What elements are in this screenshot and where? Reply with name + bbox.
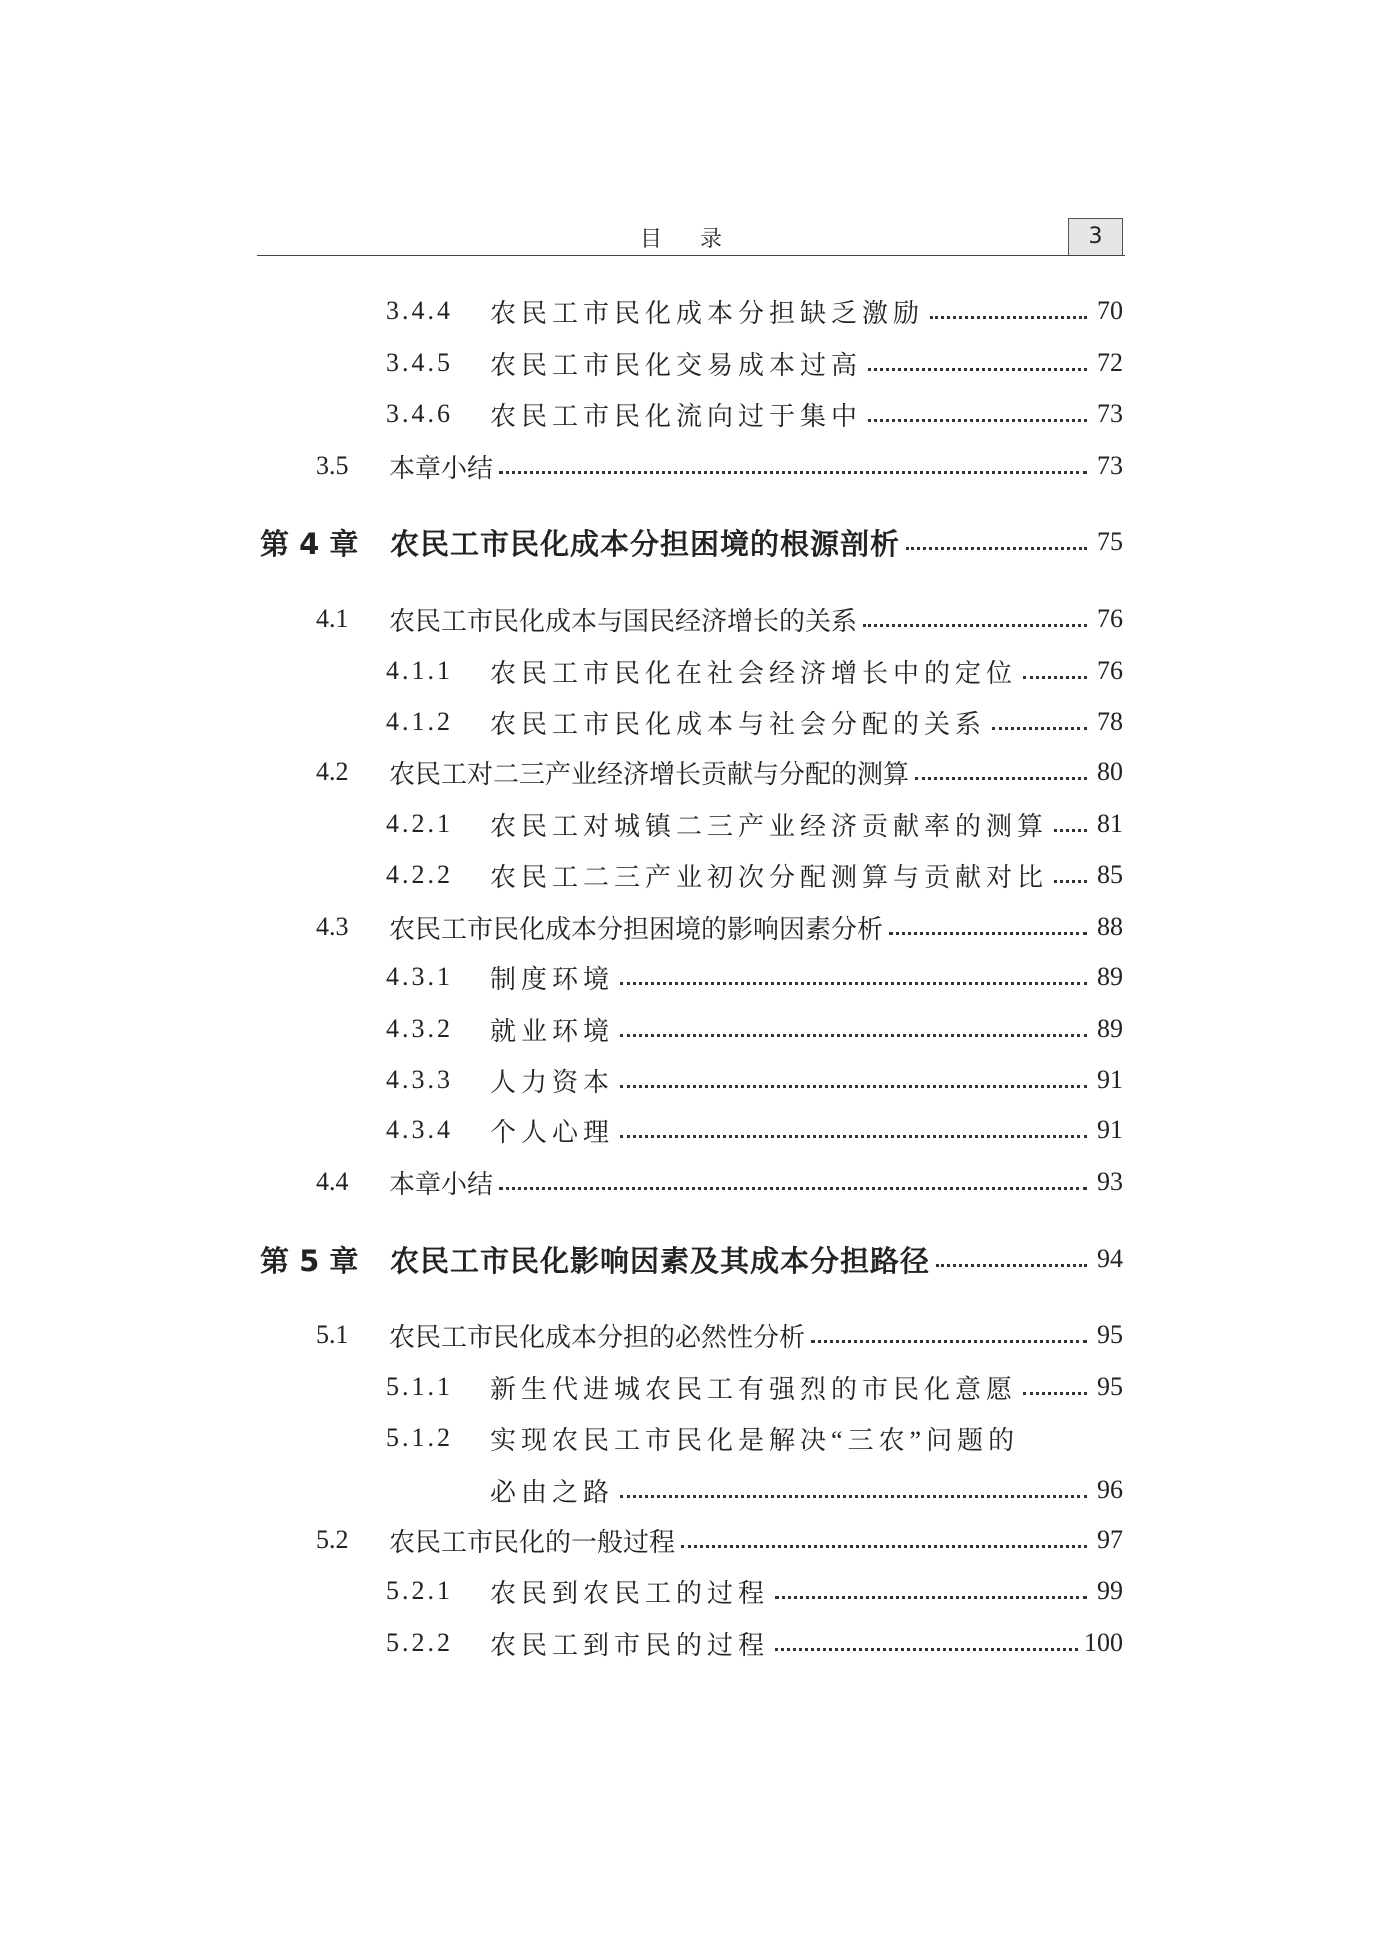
toc-entry[interactable]	[0, 804, 1385, 844]
toc-entry[interactable]	[0, 343, 1385, 383]
entry-number: 5.1.2	[386, 1423, 453, 1452]
toc-entry[interactable]	[0, 702, 1385, 742]
dot-leader	[930, 316, 1087, 319]
entry-page-number: 80	[1097, 757, 1123, 786]
toc-chapter-entry[interactable]	[0, 522, 1385, 562]
entry-number: 4.3	[316, 912, 349, 941]
dot-leader	[620, 1135, 1087, 1138]
toc-entry[interactable]	[0, 907, 1385, 947]
entry-title: 农民工市民化成本分担缺乏激励	[490, 298, 925, 328]
entry-page-number: 89	[1097, 962, 1123, 991]
toc-entry[interactable]	[0, 1571, 1385, 1611]
dot-leader	[1054, 829, 1087, 832]
entry-page-number: 94	[1097, 1244, 1123, 1273]
entry-page-number: 75	[1097, 527, 1123, 556]
entry-page-number: 100	[1084, 1628, 1123, 1657]
toc-entry[interactable]	[0, 1110, 1385, 1150]
toc-entry[interactable]	[0, 855, 1385, 895]
entry-number: 5.2	[316, 1525, 349, 1554]
entry-page-number: 95	[1097, 1320, 1123, 1349]
entry-title: 农民工市民化成本与国民经济增长的关系	[389, 606, 858, 636]
entry-number: 4.1.1	[386, 656, 453, 685]
entry-title: 农民工二三产业初次分配测算与贡献对比	[490, 862, 1049, 892]
dot-leader	[620, 1085, 1087, 1088]
entry-page-number: 70	[1097, 296, 1123, 325]
dot-leader	[1023, 1392, 1087, 1395]
entry-number: 5.1.1	[386, 1372, 453, 1401]
dot-leader	[620, 1034, 1087, 1037]
dot-leader	[936, 1264, 1087, 1267]
dot-leader	[620, 1495, 1087, 1498]
entry-page-number: 85	[1097, 860, 1123, 889]
dot-leader	[499, 1187, 1087, 1190]
dot-leader	[1023, 676, 1087, 679]
entry-number: 3.4.4	[386, 296, 453, 325]
dot-leader	[775, 1596, 1087, 1599]
entry-title: 农民工市民化流向过于集中	[490, 401, 863, 431]
entry-page-number: 78	[1097, 707, 1123, 736]
dot-leader	[1054, 880, 1087, 883]
entry-number: 3.4.6	[386, 399, 453, 428]
toc-entry[interactable]	[0, 957, 1385, 997]
entry-number: 4.1.2	[386, 707, 453, 736]
dot-leader	[499, 471, 1087, 474]
toc-entry[interactable]	[0, 1470, 1385, 1510]
entry-title: 必由之路	[490, 1477, 615, 1507]
entry-page-number: 76	[1097, 656, 1123, 685]
entry-title: 新生代进城农民工有强烈的市民化意愿	[490, 1374, 1018, 1404]
entry-title: 农民工对二三产业经济增长贡献与分配的测算	[389, 759, 910, 789]
entry-page-number: 88	[1097, 912, 1123, 941]
entry-page-number: 89	[1097, 1014, 1123, 1043]
entry-title: 本章小结	[389, 453, 494, 483]
entry-number: 4.3.2	[386, 1014, 453, 1043]
entry-page-number: 73	[1097, 451, 1123, 480]
entry-page-number: 93	[1097, 1167, 1123, 1196]
toc-entry[interactable]	[0, 291, 1385, 331]
entry-title: 人力资本	[490, 1067, 615, 1097]
entry-page-number: 81	[1097, 809, 1123, 838]
entry-title: 农民工到市民的过程	[490, 1630, 770, 1660]
dot-leader	[906, 547, 1087, 550]
toc-chapter-entry[interactable]	[0, 1239, 1385, 1279]
entry-number: 4.3.3	[386, 1065, 453, 1094]
entry-title: 农民工市民化在社会经济增长中的定位	[490, 658, 1018, 688]
toc-entry[interactable]	[0, 1315, 1385, 1355]
entry-number: 3.4.5	[386, 348, 453, 377]
entry-title: 农民工市民化成本与社会分配的关系	[490, 709, 987, 739]
toc-entry[interactable]	[0, 1060, 1385, 1100]
entry-number: 4.2	[316, 757, 349, 786]
entry-page-number: 76	[1097, 604, 1123, 633]
entry-number: 4.2.1	[386, 809, 453, 838]
entry-number: 4.1	[316, 604, 349, 633]
entry-page-number: 96	[1097, 1475, 1123, 1504]
toc-entry[interactable]	[0, 1367, 1385, 1407]
toc-entry[interactable]	[0, 1623, 1385, 1663]
dot-leader	[620, 982, 1087, 985]
toc-entry[interactable]	[0, 1418, 1385, 1458]
entry-title: 个人心理	[490, 1117, 615, 1147]
entry-number: 4.3.1	[386, 962, 453, 991]
dot-leader	[889, 932, 1087, 935]
entry-number: 3.5	[316, 451, 349, 480]
dot-leader	[863, 624, 1087, 627]
entry-title: 农民工市民化交易成本过高	[490, 350, 863, 380]
toc-entry[interactable]	[0, 1009, 1385, 1049]
toc-entry[interactable]	[0, 394, 1385, 434]
dot-leader	[992, 727, 1087, 730]
entry-page-number: 95	[1097, 1372, 1123, 1401]
dot-leader	[868, 368, 1087, 371]
entry-page-number: 99	[1097, 1576, 1123, 1605]
entry-number: 4.4	[316, 1167, 349, 1196]
dot-leader	[868, 419, 1087, 422]
entry-title: 农民工市民化成本分担困境的根源剖析	[390, 526, 901, 561]
entry-title: 农民工市民化影响因素及其成本分担路径	[390, 1243, 931, 1278]
dot-leader	[775, 1648, 1078, 1651]
entry-title: 就业环境	[490, 1016, 615, 1046]
entry-title: 实现农民工市民化是解决“三农”问题的	[490, 1425, 1020, 1455]
entry-title: 农民工市民化成本分担困境的影响因素分析	[389, 914, 884, 944]
dot-leader	[681, 1545, 1087, 1548]
entry-page-number: 72	[1097, 348, 1123, 377]
entry-number: 第 5 章	[260, 1243, 359, 1278]
entry-number: 4.2.2	[386, 860, 453, 889]
toc-entry[interactable]	[0, 1520, 1385, 1560]
dot-leader	[915, 777, 1087, 780]
entry-title: 农民工市民化成本分担的必然性分析	[389, 1322, 806, 1352]
toc-entry[interactable]	[0, 752, 1385, 792]
entry-number: 5.2.2	[386, 1628, 453, 1657]
entry-title: 制度环境	[490, 964, 615, 994]
entry-title: 农民到农民工的过程	[490, 1578, 770, 1608]
entry-title: 农民工市民化的一般过程	[389, 1527, 676, 1557]
dot-leader	[811, 1340, 1087, 1343]
entry-number: 第 4 章	[260, 526, 359, 561]
toc-entry[interactable]	[0, 651, 1385, 691]
entry-page-number: 97	[1097, 1525, 1123, 1554]
entry-number: 5.1	[316, 1320, 349, 1349]
toc-entry[interactable]	[0, 446, 1385, 486]
entry-page-number: 91	[1097, 1115, 1123, 1144]
entry-page-number: 91	[1097, 1065, 1123, 1094]
entry-title: 农民工对城镇二三产业经济贡献率的测算	[490, 811, 1049, 841]
entry-number: 5.2.1	[386, 1576, 453, 1605]
header-rule	[257, 255, 1125, 256]
running-header-title: 目录	[639, 227, 760, 252]
toc-entry[interactable]	[0, 1162, 1385, 1202]
entry-number: 4.3.4	[386, 1115, 453, 1144]
entry-page-number: 73	[1097, 399, 1123, 428]
entry-title: 本章小结	[389, 1169, 494, 1199]
toc-entry[interactable]	[0, 599, 1385, 639]
page-number-box: 3	[1068, 218, 1123, 255]
